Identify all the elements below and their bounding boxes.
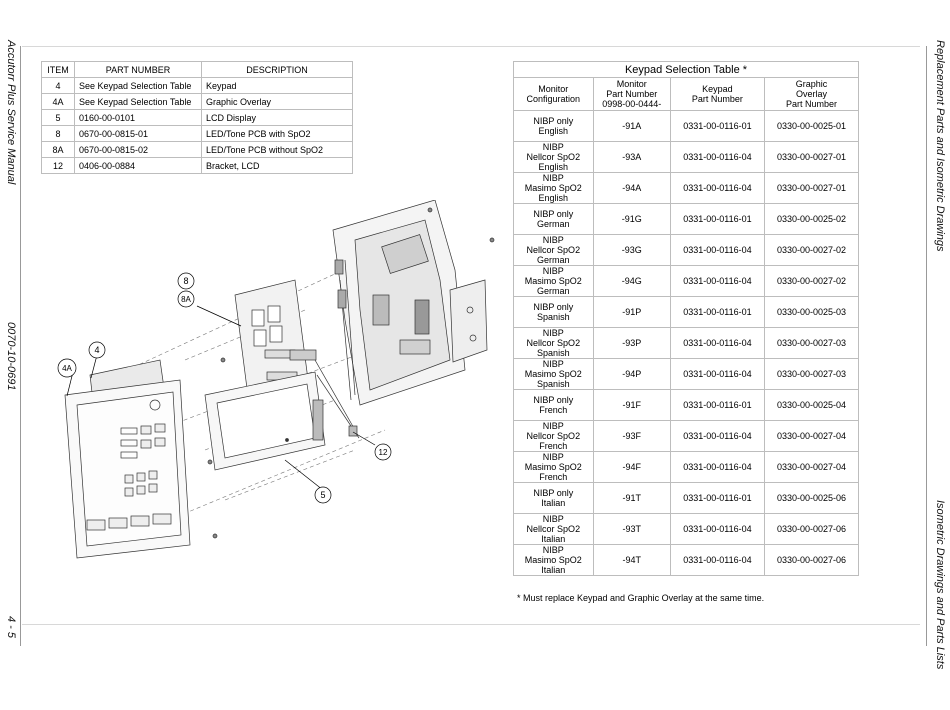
configuration-line: Spanish <box>537 379 570 389</box>
configuration-cell <box>514 328 594 359</box>
configuration-line: NIBP only <box>533 488 574 498</box>
callout-8-label: 8 <box>183 276 189 286</box>
configuration-line: Nellcor SpO2 <box>526 152 581 162</box>
configuration-line: Nellcor SpO2 <box>526 431 581 441</box>
description-cell: LED/Tone PCB without SpO2 <box>202 142 353 158</box>
configuration-line: NIBP <box>542 545 564 555</box>
configuration-cell <box>514 235 594 266</box>
monitor-part-number-cell: -94G <box>593 266 670 297</box>
configuration-line: NIBP <box>542 452 564 462</box>
part-number-cell: 0670-00-0815-01 <box>75 126 202 142</box>
keypad-part-number-cell: 0331-00-0116-04 <box>670 266 764 297</box>
callout-8 <box>178 273 194 289</box>
configuration-line: Italian <box>541 498 566 508</box>
side-label-page-number: 4 - 5 <box>5 616 17 639</box>
table-row <box>42 78 353 94</box>
item-cell: 4 <box>42 78 75 94</box>
monitor-part-number-cell: -91G <box>593 204 670 235</box>
parts-header-item: ITEM <box>42 62 75 78</box>
configuration-cell <box>514 173 594 204</box>
header-line: Part Number <box>785 99 837 109</box>
left-rule <box>20 46 21 646</box>
table-row <box>514 204 859 235</box>
lcd-display <box>205 372 325 470</box>
side-label-doc-number: 0070-10-0691 <box>5 322 17 391</box>
callout-5-label: 5 <box>320 490 326 500</box>
configuration-line: English <box>538 162 569 172</box>
overlay-part-number-cell: 0330-00-0027-01 <box>764 142 858 173</box>
configuration-line: NIBP only <box>533 302 574 312</box>
part-number-cell: 0160-00-0101 <box>75 110 202 126</box>
side-label-subsection: Isometric Drawings and Parts Lists <box>934 500 946 670</box>
configuration-line: NIBP only <box>533 116 574 126</box>
configuration-line: German <box>537 255 570 265</box>
header-line: Configuration <box>526 94 581 104</box>
configuration-line: NIBP <box>542 421 564 431</box>
configuration-line: NIBP only <box>533 395 574 405</box>
keypad-table-body <box>514 111 859 576</box>
header-line: Part Number <box>606 89 658 99</box>
keypad-part-number-cell: 0331-00-0116-04 <box>670 235 764 266</box>
configuration-line: Masimo SpO2 <box>524 276 582 286</box>
callout-12 <box>375 444 391 460</box>
configuration-cell <box>514 297 594 328</box>
table-row <box>514 545 859 576</box>
header-monitor-part-number <box>593 78 670 111</box>
description-cell: LED/Tone PCB with SpO2 <box>202 126 353 142</box>
table-row <box>514 266 859 297</box>
bottom-rule <box>22 624 920 625</box>
configuration-line: NIBP <box>542 142 564 152</box>
graphic-overlay-front-panel <box>65 380 190 558</box>
item-cell: 12 <box>42 158 75 174</box>
overlay-part-number-cell: 0330-00-0027-01 <box>764 173 858 204</box>
monitor-part-number-cell: -91A <box>593 111 670 142</box>
configuration-line: NIBP <box>542 266 564 276</box>
monitor-part-number-cell: -94T <box>593 545 670 576</box>
item-cell: 5 <box>42 110 75 126</box>
configuration-cell <box>514 266 594 297</box>
keypad-part-number-cell: 0331-00-0116-01 <box>670 483 764 514</box>
overlay-part-number-cell: 0330-00-0027-02 <box>764 266 858 297</box>
header-line: Monitor <box>616 79 647 89</box>
configuration-line: French <box>539 472 568 482</box>
table-row <box>42 158 353 174</box>
configuration-cell <box>514 421 594 452</box>
configuration-line: Nellcor SpO2 <box>526 524 581 534</box>
header-line: Graphic <box>795 79 828 89</box>
configuration-cell <box>514 142 594 173</box>
parts-header-part-number: PART NUMBER <box>75 62 202 78</box>
keypad-part-number-cell: 0331-00-0116-04 <box>670 452 764 483</box>
side-label-section: Replacement Parts and Isometric Drawings <box>934 40 946 252</box>
description-cell: Graphic Overlay <box>202 94 353 110</box>
overlay-part-number-cell: 0330-00-0027-06 <box>764 545 858 576</box>
callout-4 <box>89 342 105 358</box>
overlay-part-number-cell: 0330-00-0027-04 <box>764 421 858 452</box>
configuration-line: NIBP <box>542 328 564 338</box>
part-number-cell: 0406-00-0884 <box>75 158 202 174</box>
keypad-part-number-cell: 0331-00-0116-01 <box>670 297 764 328</box>
configuration-line: Italian <box>541 534 566 544</box>
keypad-part-number-cell: 0331-00-0116-01 <box>670 111 764 142</box>
configuration-line: French <box>539 441 568 451</box>
monitor-part-number-cell: -94A <box>593 173 670 204</box>
description-cell: Bracket, LCD <box>202 158 353 174</box>
keypad-part-number-cell: 0331-00-0116-04 <box>670 545 764 576</box>
callout-4-label: 4 <box>94 345 100 355</box>
keypad-table-title-row <box>514 62 859 78</box>
configuration-line: English <box>538 193 569 203</box>
configuration-line: Spanish <box>537 312 570 322</box>
keypad-part-number-cell: 0331-00-0116-01 <box>670 390 764 421</box>
exploded-isometric-drawing <box>55 200 495 560</box>
table-row <box>514 235 859 266</box>
table-row <box>514 514 859 545</box>
overlay-part-number-cell: 0330-00-0027-03 <box>764 328 858 359</box>
configuration-line: French <box>539 405 568 415</box>
configuration-cell <box>514 514 594 545</box>
table-row <box>42 110 353 126</box>
part-number-cell: See Keypad Selection Table <box>75 78 202 94</box>
top-rule <box>22 46 920 47</box>
parts-table <box>41 61 353 174</box>
table-row <box>514 173 859 204</box>
right-rule <box>926 46 927 646</box>
header-line: Keypad <box>702 84 733 94</box>
configuration-cell <box>514 359 594 390</box>
table-row <box>514 390 859 421</box>
keypad-table-header <box>514 78 859 111</box>
header-monitor-configuration <box>514 78 594 111</box>
keypad-table-title: Keypad Selection Table * <box>514 62 859 78</box>
configuration-line: German <box>537 219 570 229</box>
keypad-part-number-cell: 0331-00-0116-04 <box>670 142 764 173</box>
monitor-part-number-cell: -91F <box>593 390 670 421</box>
table-row <box>514 297 859 328</box>
keypad-part-number-cell: 0331-00-0116-04 <box>670 328 764 359</box>
replacement-note: * Must replace Keypad and Graphic Overlay at the same time. <box>517 593 765 603</box>
table-row <box>514 328 859 359</box>
table-row <box>514 111 859 142</box>
item-cell: 8 <box>42 126 75 142</box>
configuration-line: Spanish <box>537 348 570 358</box>
callout-5 <box>315 487 331 503</box>
callout-8a-label: 8A <box>181 295 191 304</box>
overlay-part-number-cell: 0330-00-0027-02 <box>764 235 858 266</box>
overlay-part-number-cell: 0330-00-0027-03 <box>764 359 858 390</box>
configuration-cell <box>514 111 594 142</box>
configuration-line: German <box>537 286 570 296</box>
callout-8a <box>178 291 194 307</box>
description-cell: Keypad <box>202 78 353 94</box>
header-line: Monitor <box>538 84 569 94</box>
keypad-part-number-cell: 0331-00-0116-04 <box>670 173 764 204</box>
parts-header-description: DESCRIPTION <box>202 62 353 78</box>
configuration-cell <box>514 483 594 514</box>
keypad-selection-table <box>513 61 859 576</box>
configuration-line: Masimo SpO2 <box>524 369 582 379</box>
overlay-part-number-cell: 0330-00-0025-03 <box>764 297 858 328</box>
parts-table-header <box>42 62 353 78</box>
monitor-part-number-cell: -93F <box>593 421 670 452</box>
monitor-part-number-cell: -94F <box>593 452 670 483</box>
keypad-part-number-cell: 0331-00-0116-04 <box>670 514 764 545</box>
table-row <box>514 483 859 514</box>
configuration-line: Masimo SpO2 <box>524 183 582 193</box>
callout-4a <box>58 359 76 377</box>
overlay-part-number-cell: 0330-00-0025-04 <box>764 390 858 421</box>
configuration-cell <box>514 390 594 421</box>
configuration-line: Italian <box>541 565 566 575</box>
header-line: Part Number <box>691 94 743 104</box>
header-keypad-part-number <box>670 78 764 111</box>
table-row <box>514 452 859 483</box>
monitor-part-number-cell: -91P <box>593 297 670 328</box>
configuration-line: NIBP only <box>533 209 574 219</box>
table-row <box>514 359 859 390</box>
part-number-cell: See Keypad Selection Table <box>75 94 202 110</box>
item-cell: 8A <box>42 142 75 158</box>
description-cell: LCD Display <box>202 110 353 126</box>
overlay-part-number-cell: 0330-00-0025-01 <box>764 111 858 142</box>
header-overlay-part-number <box>764 78 858 111</box>
configuration-cell <box>514 204 594 235</box>
configuration-line: English <box>538 126 569 136</box>
table-row <box>42 142 353 158</box>
configuration-line: Nellcor SpO2 <box>526 338 581 348</box>
overlay-part-number-cell: 0330-00-0025-06 <box>764 483 858 514</box>
callout-4a-label: 4A <box>62 364 72 373</box>
part-number-cell: 0670-00-0815-02 <box>75 142 202 158</box>
monitor-part-number-cell: -93G <box>593 235 670 266</box>
configuration-line: NIBP <box>542 235 564 245</box>
table-row <box>514 421 859 452</box>
table-row <box>42 126 353 142</box>
configuration-line: Nellcor SpO2 <box>526 245 581 255</box>
table-row <box>42 94 353 110</box>
table-row <box>514 142 859 173</box>
monitor-part-number-cell: -93T <box>593 514 670 545</box>
side-label-manual: Accutorr Plus Service Manual <box>5 40 17 185</box>
overlay-part-number-cell: 0330-00-0027-04 <box>764 452 858 483</box>
header-line: Overlay <box>795 89 827 99</box>
item-cell: 4A <box>42 94 75 110</box>
callout-12-label: 12 <box>378 448 388 457</box>
header-line: 0998-00-0444- <box>602 99 662 109</box>
keypad-part-number-cell: 0331-00-0116-01 <box>670 204 764 235</box>
configuration-line: Masimo SpO2 <box>524 555 582 565</box>
monitor-part-number-cell: -93P <box>593 328 670 359</box>
overlay-part-number-cell: 0330-00-0027-06 <box>764 514 858 545</box>
rear-chassis-assembly <box>333 200 487 405</box>
monitor-part-number-cell: -94P <box>593 359 670 390</box>
configuration-line: NIBP <box>542 359 564 369</box>
keypad-part-number-cell: 0331-00-0116-04 <box>670 359 764 390</box>
keypad-part-number-cell: 0331-00-0116-04 <box>670 421 764 452</box>
configuration-cell <box>514 545 594 576</box>
monitor-part-number-cell: -93A <box>593 142 670 173</box>
configuration-line: NIBP <box>542 514 564 524</box>
monitor-part-number-cell: -91T <box>593 483 670 514</box>
overlay-part-number-cell: 0330-00-0025-02 <box>764 204 858 235</box>
configuration-line: NIBP <box>542 173 564 183</box>
configuration-cell <box>514 452 594 483</box>
configuration-line: Masimo SpO2 <box>524 462 582 472</box>
